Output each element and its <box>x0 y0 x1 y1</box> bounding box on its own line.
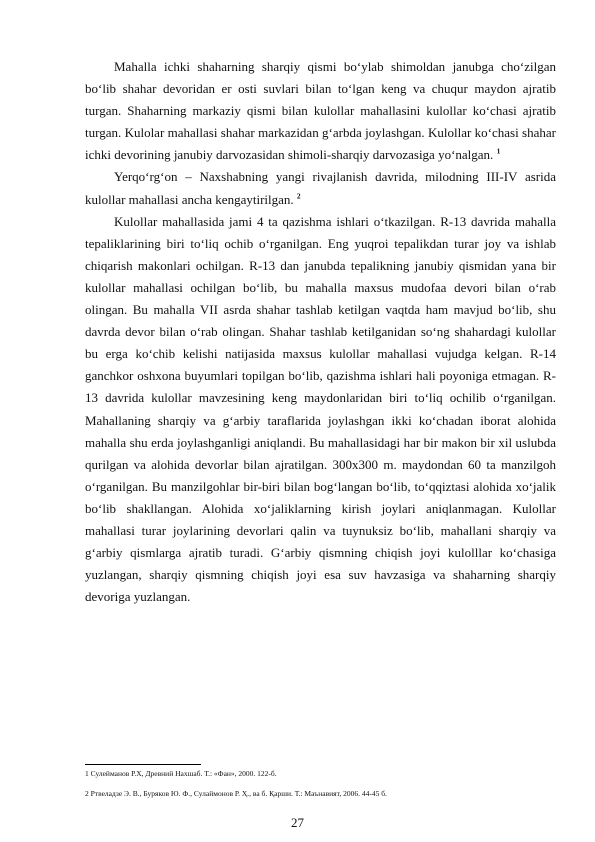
footnotes <box>85 769 556 809</box>
footnote-2: 2 Ртвеладзе Э. В., Буряков Ю. Ф., Сулаймонов Р. Ҳ., ва б. Қарши. Т.: Маънавият, 2006. 44-45 б. <box>85 789 387 798</box>
footnote-ref-1[interactable]: 1 <box>496 147 501 157</box>
paragraph-1-text: Mahalla ichki shaharning sharqiy qismi bo‘ylab shimoldan janubga cho‘zilgan bo‘lib shahar devoridan er osti suvlari bilan to‘lgan keng va chuqur maydon ajratib turgan. Shaharning markaziy qismi bilan kulollar mahallasini kulollar ko‘chasi ajratib turgan. Kulolar mahallasi shahar markazidan g‘arbda joylashgan. Kulollar ko‘chasi shahar ichki devorining janubiy darvozasidan shimoli-sharqiy darvozasiga yo‘nalgan. <box>85 59 556 163</box>
footnote-ref-2[interactable]: 2 <box>296 191 301 201</box>
paragraph-1 <box>85 56 556 166</box>
footnote-1: 1 Сулейманов Р.Х, Древний Нахшаб. Т.: «Фан», 2000. 122-б. <box>85 769 277 778</box>
paragraph-2-text: Yerqo‘rg‘on – Naxshabning yangi rivajlanish davrida, milodning III-IV asrida kulollar mahallasi ancha kengaytirilgan. <box>85 169 556 207</box>
page-number: 27 <box>291 815 304 830</box>
paragraph-3-text: Kulollar mahallasida jami 4 ta qazishma ishlari o‘tkazilgan. R-13 davrida mahalla tepaliklarining biri to‘liq ochib o‘rganilgan. Eng yuqroi tepalikdan turar joy va ishlab chiqarish makonlari ochilgan. R-13 dan janubda tepalikning janubiy qismidan yana bir kulollar mahallasi ochilgan bo‘lib, bu mahalla maxsus mudofaa devori bilan o‘rab olingan. Bu mahalla VII asrda shahar tashlab ketilgan vaqtda ham mavjud bo‘lib, shu davrda devor bilan o‘rab olingan. Shahar tashlab ketilganidan so‘ng shahardagi kulollar bu erga ko‘chib kelishi natijasida maxsus kulollar mahallasi vujudga kelgan. R-14 ganchkor oshxona buyumlari topilgan bo‘lib, qazishma ishlari hali poyoniga etmagan. R-13 davrida kulollar mavzesining keng maydonlaridan biri to‘liq ochilib o‘rganilgan. Mahallaning sharqiy va g‘arbiy taraflarida joylashgan ikki ko‘chadan iborat alohida mahalla shu erda joylashganligi aniqlandi. Bu mahallasidagi har bir makon bir xil uslubda qurilgan va alohida devorlar bilan ajratilgan. 300x300 m. maydondan 60 ta manzilgoh o‘rganilgan. Bu manzilgohlar bir-biri bilan bog‘langan bo‘lib, to‘qqiztasi alohida xo‘jalik bo‘lib shakllangan. Alohida xo‘jaliklarning kirish joylari aniqlanmagan. Kulollar mahallasi turar joylarining devorlari qalin va tuynuksiz bo‘lib, mahallani sharqiy va g‘arbiy qismlarga ajratib turadi. G‘arbiy qismning chiqish joyi kulolllar ko‘chasiga yuzlangan, sharqiy qismning chiqish joyi esa suv havzasiga va shaharning sharqiy devoriga yuzlangan. <box>85 213 556 605</box>
footnote-separator <box>85 764 201 765</box>
paragraph-2 <box>85 166 556 210</box>
body-text <box>85 56 556 608</box>
paragraph-3 <box>85 211 556 609</box>
